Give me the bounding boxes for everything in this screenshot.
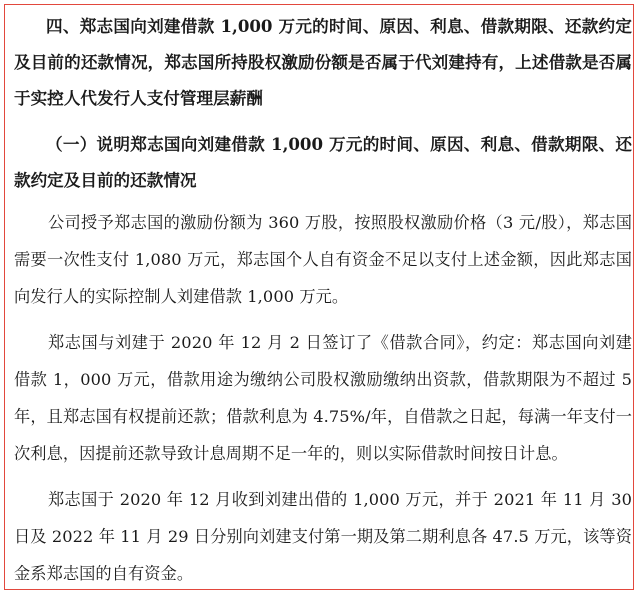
paragraph-incentive-shares: 公司授予郑志国的激励份额为 360 万股，按照股权激励价格（3 元/股），郑志国需要一次性支付 1,080 万元，郑志国个人自有资金不足以支付上述金额，因此郑志国向发行人的实际控制人刘建借款 1,000 万元。 — [14, 213, 632, 306]
section-heading: 四、郑志国向刘建借款 1,000 万元的时间、原因、利息、借款期限、还款约定及目前的还款情况，郑志国所持股权激励份额是否属于代刘建持有，上述借款是否属于实控人代发行人支付管理层薪酬 — [14, 16, 632, 108]
paragraph-loan-contract: 郑志国与刘建于 2020 年 12 月 2 日签订了《借款合同》，约定：郑志国向刘建借款 1，000 万元，借款用途为缴纳公司股权激励缴纳出资款，借款期限为不超过 5 年，且郑志国有权提前还款；借款利息为 4.75%/年，自借款之日起，每满一年支付一次利息，因提前还款导致计息周期不足一年的，则以实际借款时间按日计息。 — [14, 333, 632, 463]
document-body — [14, 0, 632, 592]
paragraph-repayment-status: 郑志国于 2020 年 12 月收到刘建出借的 1,000 万元，并于 2021 年 11 月 30 日及 2022 年 11 月 29 日分别向刘建支付第一期及第二期利息各 47.5 万元，该等资金系郑志国的自有资金。 — [14, 490, 632, 583]
section-subheading: （一）说明郑志国向刘建借款 1,000 万元的时间、原因、利息、借款期限、还款约定及目前的还款情况 — [14, 134, 632, 190]
